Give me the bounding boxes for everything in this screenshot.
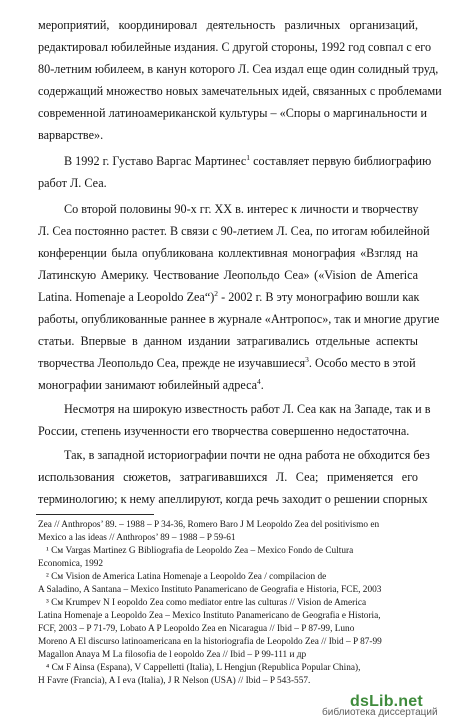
body-line-7 — [64, 150, 432, 172]
footnote-line-3: ¹ См Vargas Martinez G Bibliografia de Leopoldo Zea – Mexico Fondo de Cultura — [46, 546, 354, 556]
footnote-line-9: FCF, 2003 – P 71-79, Lobato A P Leopoldo Zea en Nicaragua // Ibid – P 87-99, Luno — [38, 624, 355, 634]
body-line-11: конференции была опубликована коллективная монография «Взгляд на — [38, 246, 418, 260]
footnote-line-12: ⁴ См F Ainsa (Espana), V Cappelletti (Italia), L Hengjun (Republica Popular China), — [46, 663, 361, 673]
body-line-7-tail: составляет первую библиографию — [250, 154, 432, 168]
footnote-line-13: H Favre (Francia), A I eva (Italia), J R Nelson (USA) // Ibid – P 543-557. — [38, 676, 311, 686]
footnote-line-1: Zea // Anthropos’ 89. – 1988 – P 34-36, Romero Baro J M Leopoldo Zea del positivismo en — [38, 520, 380, 530]
body-line-16 — [38, 352, 418, 374]
body-line-17-text: монографии занимают юбилейный адреса — [38, 378, 258, 392]
footnote-line-7: ³ См Krumpev N I eopoldo Zea como mediator entre las culturas // Vision de America — [46, 598, 367, 608]
body-line-7-text: В 1992 г. Густаво Варгас Мартинес — [64, 154, 247, 168]
watermark-logo[interactable]: dsLib.net — [350, 693, 423, 710]
body-line-15: статьи. Впервые в данном издании затрагивались отдельные аспекты — [38, 334, 418, 348]
body-line-20: Так, в западной историографии почти не одна работа не обходится без — [64, 448, 430, 462]
body-line-21: использования сюжетов, затрагивавшихся Л. Сеа; применяется его — [38, 470, 418, 484]
body-line-12: Латинскую Америку. Чествование Леопольдо Сеа» («Vision de America — [38, 268, 418, 282]
body-line-13-text: Latina. Homenaje a Leopoldo Zea“) — [38, 290, 215, 304]
footnote-line-2: Mexico a las ideas // Anthropos’ 89 – 1988 – P 59-61 — [38, 533, 236, 543]
footnote-ref-4: 4 — [257, 376, 261, 386]
body-line-2: редактировал юбилейные издания. С другой стороны, 1992 год совпал с его — [38, 40, 432, 54]
watermark-caption: библиотека диссертаций — [322, 707, 438, 718]
footnote-line-11: Magallon Anaya M La filosofia de l eopoldo Zea // Ibid – P 99-111 и др — [38, 650, 307, 660]
body-line-18: Несмотря на широкую известность работ Л. Сеа как на Западе, так и в — [64, 402, 431, 416]
body-line-10: Л. Сеа постоянно растет. В связи с 90-летием Л. Сеа, по итогам юбилейной — [38, 224, 430, 238]
body-line-5: современной латиноамериканской культуры – «Споры о маргинальности и — [38, 106, 428, 120]
footnote-line-8: Latina Homenaje a Leopoldo Zea – Mexico Instituto Panamericano de Geografia e Historia, — [38, 611, 381, 621]
body-line-14: работы, опубликованные раннее в журнале «Антропос», так и многие другие — [38, 312, 440, 326]
body-line-8: работ Л. Сеа. — [38, 176, 107, 190]
footnote-line-6: A Saladino, A Santana – Mexico Instituto Panamericano de Geografia e Historia, FCE, 2003 — [38, 585, 382, 595]
body-line-17 — [38, 374, 418, 396]
body-line-13-mid: - 2002 г. В эту монографию вошли как — [218, 290, 420, 304]
footnote-line-10: Moreno A El discurso latinoamericana en la historiografia de Leopoldo Zea // Ibid – P 87-99 — [38, 637, 382, 647]
body-line-17-tail: . — [260, 378, 264, 392]
footnote-ref-2: 2 — [214, 288, 219, 298]
footnote-ref-1: 1 — [246, 152, 251, 162]
footnote-line-4: Economica, 1992 — [38, 559, 104, 569]
footnote-separator — [36, 514, 154, 515]
body-line-22: терминологию; к нему апеллируют, когда речь заходит о решении спорных — [38, 492, 428, 506]
body-line-6: варварстве». — [38, 128, 104, 142]
footnote-ref-3: 3 — [305, 354, 309, 364]
body-line-19: России, степень изученности его творчества совершенно недостаточна. — [38, 424, 410, 438]
footnote-line-5: ² См Vision de America Latina Homenaje a Leopoldo Zea / compilacion de — [46, 572, 327, 582]
body-line-9: Со второй половины 90-х гг. XX в. интерес к личности и творчеству — [64, 202, 419, 216]
body-line-16-tail: . Особо место в этой — [308, 356, 416, 370]
body-line-16-text: творчества Леопольдо Сеа, прежде не изучавшиеся — [38, 356, 306, 370]
body-line-3: 80-летним юбилеем, в канун которого Л. Сеа издал еще один солидный труд, — [38, 62, 439, 76]
body-line-13 — [38, 286, 418, 308]
body-line-1: мероприятий, координировал деятельность различных организаций, — [38, 18, 418, 32]
body-line-4: содержащий множество новых замечательных идей, связанных с проблемами — [38, 84, 442, 98]
